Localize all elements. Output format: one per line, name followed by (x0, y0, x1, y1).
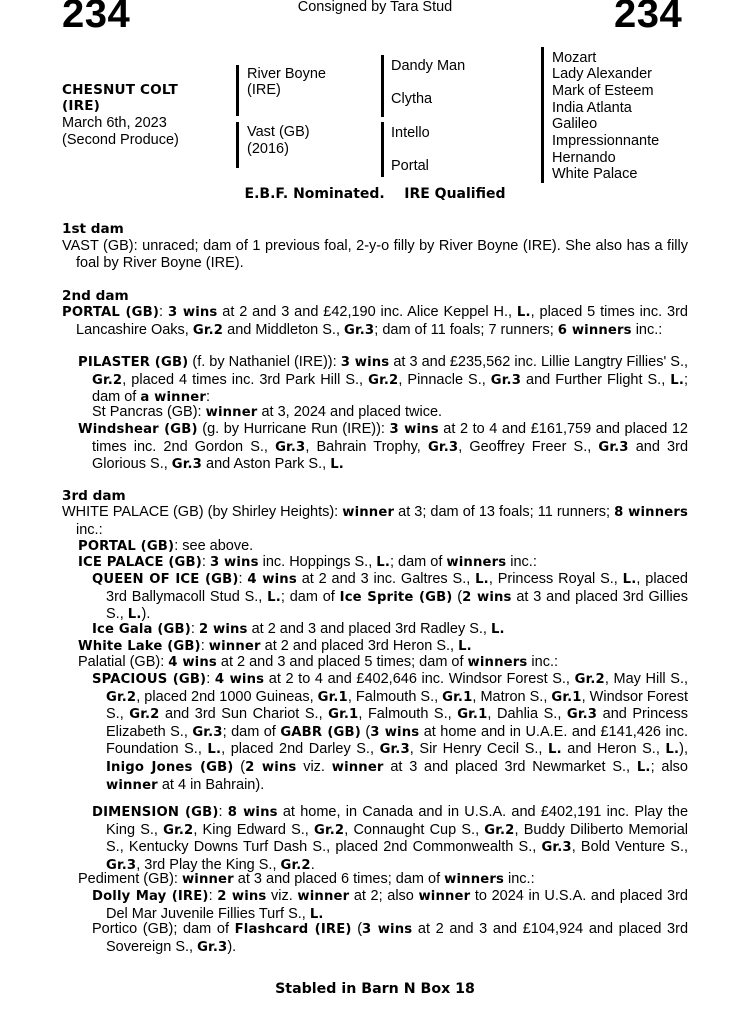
pedigree-gen3-4: India Atlanta (552, 100, 632, 116)
ebf-nomination-line (0, 186, 750, 203)
ire-status: IRE Qualified (404, 186, 506, 202)
pedigree-bracket-dam (236, 122, 239, 168)
lot-number-left: 234 (62, 0, 131, 36)
spacious-entry: SPACIOUS (GB): 4 wins at 2 to 4 and £402,646 inc. Windsor Forest S., Gr.2, May Hill S., Gr.2, placed 2nd 1000 Guineas, Gr.1, Falmouth S., Gr.1, Matron S., Gr.1, Windsor Forest S., Gr.2 and 3rd Sun Chariot S., Gr.1, Falmouth S., Gr.1, Dahlia S., Gr.3 and Princess Elizabeth S., Gr.3; dam of GABR (GB) (3 wins at home and in U.A.E. and £141,426 inc. Foundation S., L., placed 2nd Darley S., Gr.3, Sir Henry Cecil S., L. and Heron S., L.), Inigo Jones (GB) (2 wins viz. winner at 3 and placed 3rd Newmarket S., L.; also winner at 4 in Bahrain). (92, 671, 689, 793)
foaled-date: March 6th, 2023 (62, 115, 167, 131)
horse-name-line2: (IRE) (62, 98, 100, 114)
portico-entry: Portico (GB); dam of Flashcard (IRE) (3 wins at 2 and 3 and £104,924 and placed 3rd Sovereign S., Gr.3). (92, 921, 689, 955)
white-palace-entry: WHITE PALACE (GB) (by Shirley Heights): winner at 3; dam of 13 foals; 11 runners; 8 winners inc.: (62, 504, 688, 538)
pedigree-gen3-2: Lady Alexander (552, 66, 652, 82)
pilaster-entry: PILASTER (GB) (f. by Nathaniel (IRE)): 3 wins at 3 and £235,562 inc. Lillie Langtry Fillies' S., Gr.2, placed 4 times inc. 3rd Park Hill S., Gr.2, Pinnacle S., Gr.3 and Further Flight S., L.; dam of a winner: (78, 354, 689, 406)
pedigree-gen3-5: Galileo (552, 116, 598, 132)
pedigree-gen3-7: Hernando (552, 150, 616, 166)
pedigree-bracket-sire (236, 65, 239, 116)
pedigree-gen3-6: Impressionnante (552, 133, 660, 149)
dam-year: (2016) (247, 141, 289, 157)
horse-name-line1: CHESNUT COLT (62, 82, 178, 98)
pedigree-gen2-2: Clytha (391, 91, 433, 107)
dolly-may-entry: Dolly May (IRE): 2 wins viz. winner at 2; also winner to 2024 in U.S.A. and placed 3rd Del Mar Juvenile Fillies Turf S., L. (92, 888, 688, 922)
consignor: Consigned by Tara Stud (297, 0, 453, 15)
palatial-entry: Palatial (GB): 4 wins at 2 and 3 and placed 5 times; dam of winners inc.: (78, 654, 558, 670)
pedigree-gen2-1: Dandy Man (391, 58, 466, 74)
stabling-location: Stabled in Barn N Box 18 (275, 981, 475, 997)
dimension-entry: DIMENSION (GB): 8 wins at home, in Canada and in U.S.A. and £402,191 inc. Play the King S., Gr.2, King Edward S., Gr.2, Connaught Cup S., Gr.2, Buddy Diliberto Memorial S., Kentucky Downs Turf Dash S., placed 2nd Commonwealth S., Gr.3, Bold Venture S., Gr.3, 3rd Play the King S., Gr.2. (92, 804, 689, 873)
ebf-status: E.B.F. Nominated. (244, 186, 385, 202)
pedigree-bracket-gen2-top (381, 55, 384, 117)
first-dam-heading: 1st dam (62, 221, 124, 237)
pedigree-gen3-8: White Palace (552, 166, 638, 182)
pedigree-bracket-gen2-bottom (381, 122, 384, 177)
windshear-entry: Windshear (GB) (g. by Hurricane Run (IRE)): 3 wins at 2 to 4 and £161,759 and placed 12 times inc. 2nd Gordon S., Gr.3, Bahrain Trophy, Gr.3, Geoffrey Freer S., Gr.3 and 3rd Glorious S., Gr.3 and Aston Park S., L. (78, 421, 689, 473)
lot-number-right: 234 (614, 0, 683, 36)
pediment-entry: Pediment (GB): winner at 3 and placed 6 times; dam of winners inc.: (78, 871, 535, 887)
pedigree-bracket-gen3 (541, 47, 544, 183)
ice-palace-entry: ICE PALACE (GB): 3 wins inc. Hoppings S., L.; dam of winners inc.: (78, 554, 537, 570)
sire-origin: (IRE) (247, 82, 281, 98)
second-dam-heading: 2nd dam (62, 288, 129, 304)
third-dam-heading: 3rd dam (62, 488, 126, 504)
pedigree-gen3-3: Mark of Esteem (552, 83, 654, 99)
pedigree-gen3-1: Mozart (552, 50, 597, 66)
st-pancras-entry: St Pancras (GB): winner at 3, 2024 and placed twice. (92, 404, 443, 420)
produce-note: (Second Produce) (62, 132, 179, 148)
white-lake-entry: White Lake (GB): winner at 2 and placed 3rd Heron S., L. (78, 638, 472, 654)
queen-of-ice-entry: QUEEN OF ICE (GB): 4 wins at 2 and 3 inc. Galtres S., L., Princess Royal S., L., placed 3rd Ballymacoll Stud S., L.; dam of Ice Sprite (GB) (2 wins at 3 and placed 3rd Gillies S., L.). (92, 571, 688, 623)
first-dam-text: VAST (GB): unraced; dam of 1 previous foal, 2-y-o filly by River Boyne (IRE). She also has a filly foal by River Boyne (IRE). (62, 238, 688, 271)
portal-see-above: PORTAL (GB): see above. (78, 538, 254, 554)
second-dam-portal: PORTAL (GB): 3 wins at 2 and 3 and £42,190 inc. Alice Keppel H., L., placed 5 times inc. 3rd Lancashire Oaks, Gr.2 and Middleton S., Gr.3; dam of 11 foals; 7 runners; 6 winners inc.: (62, 304, 688, 338)
dam-name: Vast (GB) (247, 124, 310, 140)
ice-gala-entry: Ice Gala (GB): 2 wins at 2 and 3 and placed 3rd Radley S., L. (92, 621, 505, 637)
pedigree-gen2-4: Portal (391, 158, 429, 174)
sire-name: River Boyne (247, 66, 326, 82)
pedigree-gen2-3: Intello (391, 125, 430, 141)
